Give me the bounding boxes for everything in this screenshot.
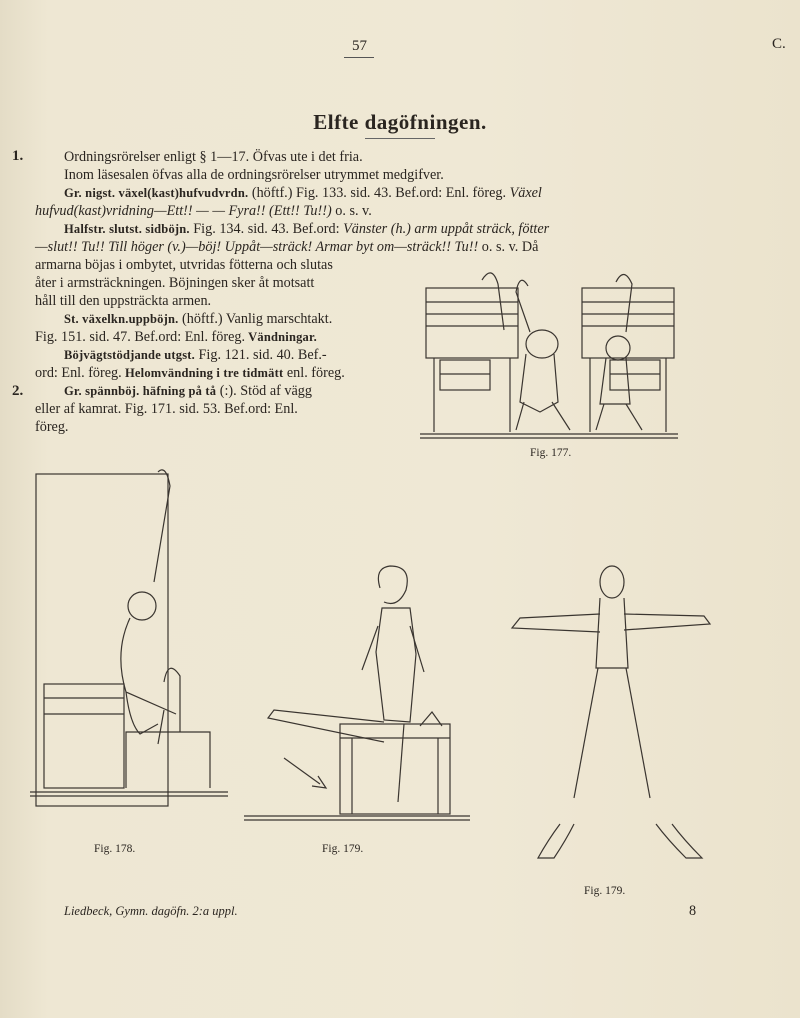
text-line-10: St. växelkn.uppböjn. (höftf.) Vanlig marschtakt. (64, 311, 333, 327)
text-line-7: armarna böjas i ombytet, utvridas fötterna och slutas (35, 257, 333, 273)
figure-179-right-caption: Fig. 179. (584, 885, 626, 897)
figure-177-caption: Fig. 177. (530, 447, 572, 459)
exercise-name: Gr. spännböj. häfning på tå (64, 384, 217, 398)
text-line-11: Fig. 151. sid. 47. Bef.ord: Enl. föreg. Vändningar. (35, 329, 317, 345)
text-line-3: Gr. nigst. växel(kast)hufvudvrdn. (höftf.) Fig. 133. sid. 43. Bef.ord: Enl. föreg. Växel (64, 185, 542, 201)
page-number-rule (344, 57, 374, 58)
text-line-2: Inom läsesalen öfvas alla de ordningsrörelser utrymmet medgifver. (64, 167, 444, 183)
exercise-name: St. växelkn.uppböjn. (64, 312, 179, 326)
sheet-number: 8 (689, 903, 697, 919)
exercise-name: Halfstr. slutst. sidböjn. (64, 222, 190, 236)
figure-178-illustration (30, 462, 230, 822)
exercise-name: Böjvägtstödjande utgst. (64, 348, 195, 362)
figure-179-left-caption: Fig. 179. (322, 843, 364, 855)
section-number-1: 1. (12, 148, 24, 164)
figure-177-illustration (420, 262, 680, 442)
title-rule (365, 138, 435, 139)
figure-179-left-illustration (244, 562, 472, 834)
text-line-13: ord: Enl. föreg. Helomvändning i tre tidmätt enl. föreg. (35, 365, 345, 381)
page-number: 57 (352, 38, 367, 54)
figure-179-right-illustration (500, 558, 720, 864)
exercise-name: Gr. nigst. växel(kast)hufvudvrdn. (64, 186, 249, 200)
text-line-12: Böjvägtstödjande utgst. Fig. 121. sid. 40. Bef.- (64, 347, 327, 363)
text-line-5: Halfstr. slutst. sidböjn. Fig. 134. sid. 43. Bef.ord: Vänster (h.) arm uppåt sträck, fötter (64, 221, 550, 237)
text-line-8: åter i armsträckningen. Böjningen sker åt motsatt (35, 275, 315, 291)
footer-source: Liedbeck, Gymn. dagöfn. 2:a uppl. (64, 904, 238, 918)
signature-mark: C. (772, 36, 786, 52)
text-line-6: —slut!! Tu!! Till höger (v.)—böj! Uppåt—sträck! Armar byt om—sträck!! Tu!! o. s. v. Då (35, 239, 539, 255)
text-line-9: håll till den uppsträckta armen. (35, 293, 212, 309)
text-line-1: Ordningsrörelser enligt § 1—17. Öfvas ute i det fria. (64, 149, 363, 165)
page-title: Elfte dagöfningen. (313, 110, 487, 134)
text-line-4: hufvud(kast)vridning—Ett!! — — Fyra!! (Ett!! Tu!!) o. s. v. (35, 203, 372, 219)
section-number-2: 2. (12, 383, 24, 399)
figure-178-caption: Fig. 178. (94, 843, 136, 855)
text-line-15: eller af kamrat. Fig. 171. sid. 53. Bef.ord: Enl. (35, 401, 298, 417)
text-line-16: föreg. (35, 419, 69, 435)
text-line-14: Gr. spännböj. häfning på tå (:). Stöd af vägg (64, 383, 312, 399)
